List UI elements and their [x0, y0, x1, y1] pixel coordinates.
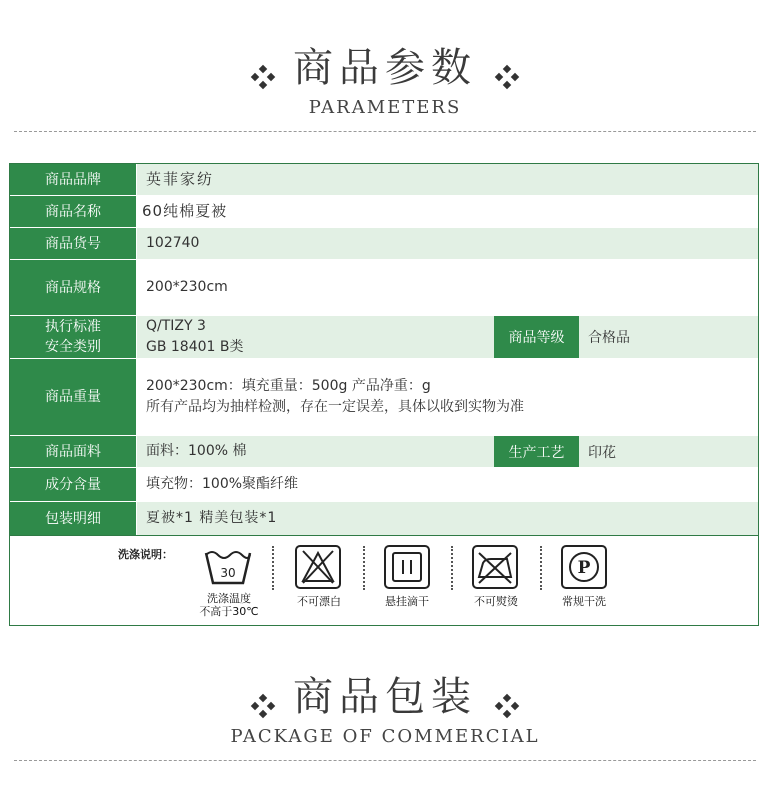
- craft-value: 印花: [579, 436, 758, 467]
- table-row: [10, 196, 758, 228]
- label-line: 执行标准: [45, 319, 101, 335]
- dry-clean-p-icon: [561, 545, 607, 589]
- row-value: 面料：100% 棉: [137, 436, 494, 467]
- value-line: Q/TIZY 3: [146, 318, 206, 334]
- divider: [14, 131, 756, 132]
- row-label: 包装明细: [10, 502, 137, 535]
- value-line: 所有产品均为抽样检测，存在一定误差，具体以收到实物为准: [146, 399, 524, 415]
- care-label: 悬挂滴干: [385, 595, 429, 608]
- care-label: [196, 592, 262, 618]
- dry-clean-letter: P: [577, 558, 591, 578]
- grade-label: 商品等级: [494, 316, 579, 358]
- row-value: 英菲家纺: [137, 164, 758, 195]
- wash-30-icon: [203, 545, 249, 589]
- row-value: 填充物：100%聚酯纤维: [137, 468, 758, 501]
- row-label: 商品规格: [10, 260, 137, 315]
- table-row: [10, 260, 758, 316]
- parameters-header: [0, 36, 770, 118]
- care-label-line: 洗涤温度: [207, 592, 251, 605]
- diamond-ornament-icon: [252, 695, 274, 717]
- section-subtitle: PARAMETERS: [308, 97, 462, 118]
- value-line: GB 18401 B类: [146, 339, 244, 355]
- divider: [14, 760, 756, 761]
- no-bleach-icon: [295, 545, 341, 589]
- row-value: [137, 316, 494, 358]
- row-label: 商品品牌: [10, 164, 137, 195]
- care-title: 洗涤说明：: [118, 548, 173, 561]
- package-header: [0, 665, 770, 747]
- row-label: 商品货号: [10, 228, 137, 259]
- label-line: 安全类别: [45, 339, 101, 355]
- row-label: [10, 316, 137, 358]
- table-row: [10, 502, 758, 535]
- row-value: 200*230cm: [137, 260, 758, 315]
- separator: [272, 546, 276, 590]
- hang-dry-icon: [384, 545, 430, 589]
- parameters-table: [9, 163, 759, 626]
- section-title: 商品包装: [293, 674, 477, 720]
- craft-label: 生产工艺: [494, 436, 579, 467]
- table-row: [10, 164, 758, 196]
- care-instructions: [10, 535, 758, 625]
- value-line: 200*230cm：填充重量：500g 产品净重：g: [146, 378, 431, 394]
- care-label: 常规干洗: [562, 595, 606, 608]
- row-label: 成分含量: [10, 468, 137, 501]
- row-label: 商品面料: [10, 436, 137, 467]
- separator: [451, 546, 455, 590]
- diamond-ornament-icon: [496, 695, 518, 717]
- care-label: 不可漂白: [297, 595, 341, 608]
- wash-temp: 30: [220, 566, 236, 580]
- row-value: [137, 359, 758, 435]
- table-row: [10, 228, 758, 260]
- table-row: [10, 316, 758, 359]
- table-row: [10, 359, 758, 436]
- row-value: 夏被*1 精美包装*1: [137, 502, 758, 535]
- table-row: [10, 468, 758, 502]
- care-label: 不可熨烫: [474, 595, 518, 608]
- section-subtitle: PACKAGE OF COMMERCIAL: [230, 726, 540, 747]
- separator: [540, 546, 544, 590]
- section-title: 商品参数: [293, 45, 477, 91]
- row-value: 60纯棉夏被: [137, 196, 758, 227]
- table-row: [10, 436, 758, 468]
- separator: [363, 546, 367, 590]
- row-label: 商品名称: [10, 196, 137, 227]
- diamond-ornament-icon: [496, 66, 518, 88]
- row-label: 商品重量: [10, 359, 137, 435]
- grade-value: 合格品: [579, 316, 758, 358]
- care-label-line: 不高于30℃: [199, 605, 259, 618]
- no-iron-icon: [472, 545, 518, 589]
- diamond-ornament-icon: [252, 66, 274, 88]
- row-value: 102740: [137, 228, 758, 259]
